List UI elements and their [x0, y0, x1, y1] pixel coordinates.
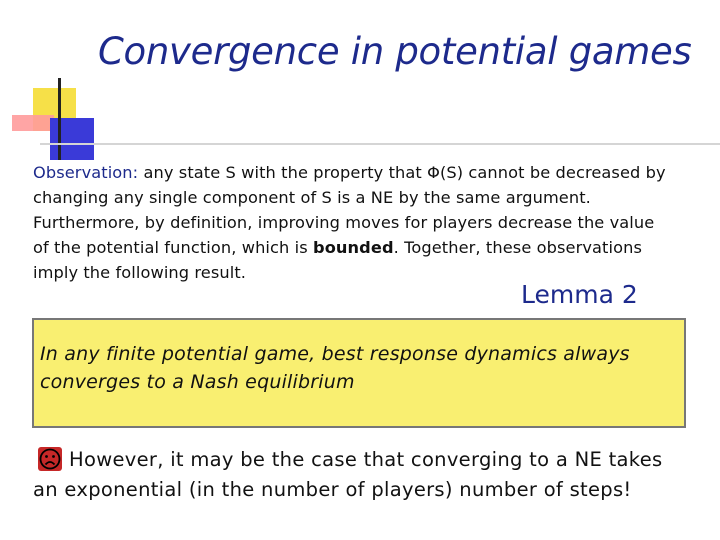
observation-bold-word: bounded: [313, 238, 394, 257]
closing-paragraph: [33, 445, 693, 505]
observation-paragraph: [33, 160, 673, 285]
title-underline: [40, 143, 720, 145]
decor-red-bar: [12, 115, 54, 131]
decor-blue-square: [50, 118, 94, 160]
lemma-title: Lemma 2: [521, 280, 638, 309]
slide-title: Convergence in potential games: [98, 30, 692, 73]
lemma-statement: In any finite potential game, best response dynamics always converges to a Nash equilibrium: [40, 343, 630, 393]
closing-text: However, it may be the case that converging to a NE takes an exponential (in the number of players) number of steps!: [33, 448, 663, 501]
observation-label: Observation:: [33, 163, 139, 182]
observation-text-1: any state S with the property that Φ(S) cannot be decreased by changing any single component of S is a NE by the same argument. Furthermore, by definition, improving moves for players decrease the value of the potential function, which is: [33, 163, 666, 257]
decor-vertical-line: [58, 78, 61, 160]
observation-text-2: . Together, these observations imply the following result.: [33, 238, 642, 282]
lemma-box: [32, 318, 686, 428]
